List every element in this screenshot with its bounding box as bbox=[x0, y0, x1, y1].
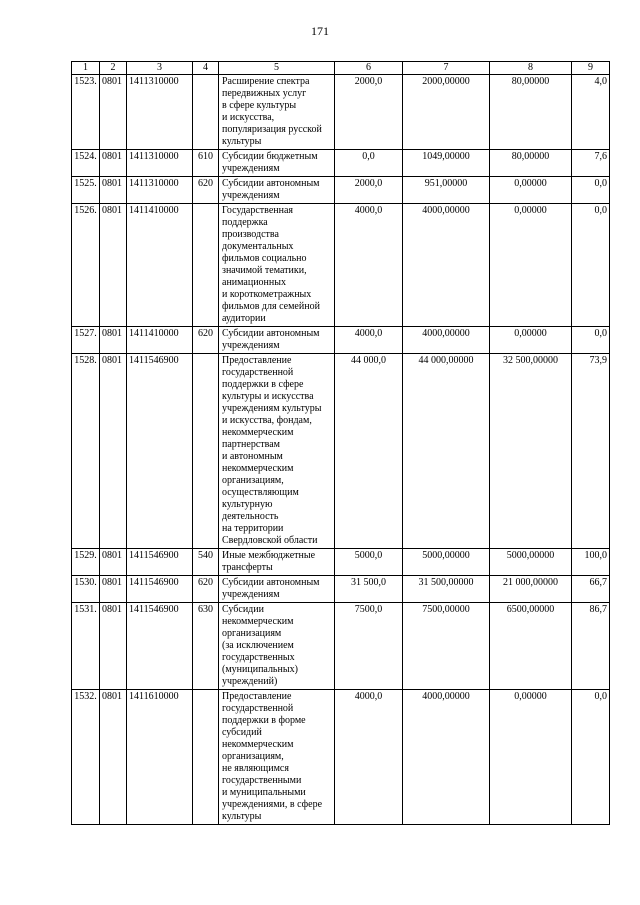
adjusted-amount-cell: 1049,00000 bbox=[403, 150, 490, 177]
page-number: 171 bbox=[311, 24, 329, 38]
section-code-cell: 0801 bbox=[100, 576, 127, 603]
section-code-cell: 0801 bbox=[100, 204, 127, 327]
executed-amount-cell: 0,00000 bbox=[490, 327, 572, 354]
item-name-line: Государственная bbox=[222, 205, 294, 216]
column-header-6: 6 bbox=[335, 62, 403, 75]
target-article-cell: 1411546900 bbox=[127, 603, 193, 690]
plan-amount-cell: 2000,0 bbox=[335, 177, 403, 204]
item-name-line: культурную bbox=[222, 499, 273, 510]
plan-amount-cell: 0,0 bbox=[335, 150, 403, 177]
item-name-cell bbox=[219, 204, 335, 327]
item-name-line: (за исключением bbox=[222, 640, 294, 651]
item-name-line: популяризация русской bbox=[222, 124, 322, 135]
expense-type-cell: 630 bbox=[193, 603, 219, 690]
item-name-line: Предоставление bbox=[222, 691, 292, 702]
percent-cell: 100,0 bbox=[572, 549, 610, 576]
adjusted-amount-cell: 2000,00000 bbox=[403, 75, 490, 150]
item-name-cell bbox=[219, 690, 335, 825]
executed-amount-cell: 0,00000 bbox=[490, 204, 572, 327]
item-name-line: и автономным bbox=[222, 451, 283, 462]
target-article-cell: 1411310000 bbox=[127, 177, 193, 204]
column-header-4: 4 bbox=[193, 62, 219, 75]
item-name-line: Свердловской области bbox=[222, 535, 318, 546]
item-name-line: и короткометражных bbox=[222, 289, 312, 300]
row-number-cell: 1527. bbox=[72, 327, 100, 354]
executed-amount-cell: 0,00000 bbox=[490, 690, 572, 825]
adjusted-amount-cell: 4000,00000 bbox=[403, 690, 490, 825]
item-name-line: деятельность bbox=[222, 511, 279, 522]
row-number-cell: 1524. bbox=[72, 150, 100, 177]
plan-amount-cell: 5000,0 bbox=[335, 549, 403, 576]
row-number-cell: 1523. bbox=[72, 75, 100, 150]
item-name-line: организациям, bbox=[222, 751, 284, 762]
budget-table bbox=[71, 61, 610, 825]
section-code-cell: 0801 bbox=[100, 75, 127, 150]
item-name-line: не являющимся bbox=[222, 763, 289, 774]
item-name-line: Субсидии автономным bbox=[222, 178, 320, 189]
target-article-cell: 1411310000 bbox=[127, 150, 193, 177]
adjusted-amount-cell: 4000,00000 bbox=[403, 204, 490, 327]
item-name-line: Субсидии автономным bbox=[222, 577, 320, 588]
item-name-cell bbox=[219, 576, 335, 603]
item-name-cell bbox=[219, 549, 335, 576]
adjusted-amount-cell: 44 000,00000 bbox=[403, 354, 490, 549]
item-name-line: Субсидии бюджетным bbox=[222, 151, 318, 162]
table-row bbox=[72, 150, 610, 177]
adjusted-amount-cell: 7500,00000 bbox=[403, 603, 490, 690]
expense-type-cell: 620 bbox=[193, 327, 219, 354]
table-row bbox=[72, 177, 610, 204]
table-row bbox=[72, 354, 610, 549]
item-name-line: в сфере культуры bbox=[222, 100, 297, 111]
item-name-line: учреждений) bbox=[222, 676, 278, 687]
column-header-9: 9 bbox=[572, 62, 610, 75]
expense-type-cell: 620 bbox=[193, 576, 219, 603]
target-article-cell: 1411610000 bbox=[127, 690, 193, 825]
section-code-cell: 0801 bbox=[100, 327, 127, 354]
item-name-line: государственной bbox=[222, 367, 294, 378]
item-name-line: культуры bbox=[222, 811, 262, 822]
row-number-cell: 1525. bbox=[72, 177, 100, 204]
item-name-line: поддержки в сфере bbox=[222, 379, 304, 390]
item-name-line: (муниципальных) bbox=[222, 664, 298, 675]
item-name-line: учреждениям bbox=[222, 163, 280, 174]
table-row bbox=[72, 576, 610, 603]
table-row bbox=[72, 75, 610, 150]
item-name-line: некоммерческим bbox=[222, 739, 294, 750]
executed-amount-cell: 80,00000 bbox=[490, 75, 572, 150]
percent-cell: 4,0 bbox=[572, 75, 610, 150]
expense-type-cell bbox=[193, 204, 219, 327]
item-name-line: некоммерческим bbox=[222, 463, 294, 474]
item-name-line: государственными bbox=[222, 775, 302, 786]
row-number-cell: 1529. bbox=[72, 549, 100, 576]
row-number-cell: 1526. bbox=[72, 204, 100, 327]
percent-cell: 86,7 bbox=[572, 603, 610, 690]
target-article-cell: 1411546900 bbox=[127, 576, 193, 603]
executed-amount-cell: 80,00000 bbox=[490, 150, 572, 177]
item-name-line: партнерствам bbox=[222, 439, 280, 450]
item-name-line: анимационных bbox=[222, 277, 286, 288]
column-header-5: 5 bbox=[219, 62, 335, 75]
adjusted-amount-cell: 5000,00000 bbox=[403, 549, 490, 576]
section-code-cell: 0801 bbox=[100, 603, 127, 690]
section-code-cell: 0801 bbox=[100, 549, 127, 576]
item-name-line: на территории bbox=[222, 523, 284, 534]
plan-amount-cell: 4000,0 bbox=[335, 327, 403, 354]
table-body bbox=[72, 75, 610, 825]
table-row bbox=[72, 690, 610, 825]
target-article-cell: 1411546900 bbox=[127, 549, 193, 576]
plan-amount-cell: 44 000,0 bbox=[335, 354, 403, 549]
section-code-cell: 0801 bbox=[100, 177, 127, 204]
item-name-line: фильмов социально bbox=[222, 253, 307, 264]
item-name-line: передвижных услуг bbox=[222, 88, 307, 99]
table-row bbox=[72, 603, 610, 690]
adjusted-amount-cell: 4000,00000 bbox=[403, 327, 490, 354]
adjusted-amount-cell: 31 500,00000 bbox=[403, 576, 490, 603]
item-name-line: культуры bbox=[222, 136, 262, 147]
percent-cell: 73,9 bbox=[572, 354, 610, 549]
item-name-line: Расширение спектра bbox=[222, 76, 310, 87]
executed-amount-cell: 21 000,00000 bbox=[490, 576, 572, 603]
item-name-line: учреждениям bbox=[222, 340, 280, 351]
item-name-line: Предоставление bbox=[222, 355, 292, 366]
plan-amount-cell: 4000,0 bbox=[335, 690, 403, 825]
item-name-line: учреждениями, в сфере bbox=[222, 799, 323, 810]
item-name-line: субсидий bbox=[222, 727, 262, 738]
percent-cell: 7,6 bbox=[572, 150, 610, 177]
expense-type-cell bbox=[193, 690, 219, 825]
section-code-cell: 0801 bbox=[100, 690, 127, 825]
percent-cell: 0,0 bbox=[572, 327, 610, 354]
row-number-cell: 1532. bbox=[72, 690, 100, 825]
table-row bbox=[72, 549, 610, 576]
item-name-line: осуществляющим bbox=[222, 487, 299, 498]
executed-amount-cell: 6500,00000 bbox=[490, 603, 572, 690]
item-name-line: документальных bbox=[222, 241, 294, 252]
plan-amount-cell: 7500,0 bbox=[335, 603, 403, 690]
percent-cell: 0,0 bbox=[572, 690, 610, 825]
item-name-line: организациям, bbox=[222, 475, 284, 486]
target-article-cell: 1411410000 bbox=[127, 327, 193, 354]
column-header-8: 8 bbox=[490, 62, 572, 75]
item-name-line: поддержки в форме bbox=[222, 715, 306, 726]
item-name-line: некоммерческим bbox=[222, 616, 294, 627]
target-article-cell: 1411410000 bbox=[127, 204, 193, 327]
row-number-cell: 1528. bbox=[72, 354, 100, 549]
item-name-line: поддержка bbox=[222, 217, 268, 228]
item-name-line: и искусства, фондам, bbox=[222, 415, 312, 426]
adjusted-amount-cell: 951,00000 bbox=[403, 177, 490, 204]
expense-type-cell: 610 bbox=[193, 150, 219, 177]
expense-type-cell: 620 bbox=[193, 177, 219, 204]
section-code-cell: 0801 bbox=[100, 354, 127, 549]
item-name-line: аудитории bbox=[222, 313, 266, 324]
percent-cell: 0,0 bbox=[572, 204, 610, 327]
item-name-cell bbox=[219, 354, 335, 549]
item-name-cell bbox=[219, 603, 335, 690]
item-name-line: фильмов для семейной bbox=[222, 301, 320, 312]
executed-amount-cell: 5000,00000 bbox=[490, 549, 572, 576]
item-name-line: трансферты bbox=[222, 562, 273, 573]
item-name-line: учреждениям bbox=[222, 190, 280, 201]
item-name-line: государственных bbox=[222, 652, 295, 663]
item-name-line: значимой тематики, bbox=[222, 265, 307, 276]
row-number-cell: 1530. bbox=[72, 576, 100, 603]
item-name-line: и искусства, bbox=[222, 112, 275, 123]
target-article-cell: 1411310000 bbox=[127, 75, 193, 150]
target-article-cell: 1411546900 bbox=[127, 354, 193, 549]
percent-cell: 66,7 bbox=[572, 576, 610, 603]
section-code-cell: 0801 bbox=[100, 150, 127, 177]
item-name-line: Иные межбюджетные bbox=[222, 550, 316, 561]
expense-type-cell bbox=[193, 354, 219, 549]
header-row bbox=[72, 62, 610, 75]
item-name-line: культуры и искусства bbox=[222, 391, 314, 402]
column-header-7: 7 bbox=[403, 62, 490, 75]
row-number-cell: 1531. bbox=[72, 603, 100, 690]
item-name-line: производства bbox=[222, 229, 279, 240]
plan-amount-cell: 4000,0 bbox=[335, 204, 403, 327]
plan-amount-cell: 31 500,0 bbox=[335, 576, 403, 603]
item-name-line: Субсидии bbox=[222, 604, 264, 615]
table-row bbox=[72, 204, 610, 327]
item-name-line: государственной bbox=[222, 703, 294, 714]
executed-amount-cell: 32 500,00000 bbox=[490, 354, 572, 549]
table-row bbox=[72, 327, 610, 354]
item-name-cell bbox=[219, 150, 335, 177]
column-header-3: 3 bbox=[127, 62, 193, 75]
item-name-cell bbox=[219, 327, 335, 354]
item-name-line: Субсидии автономным bbox=[222, 328, 320, 339]
expense-type-cell bbox=[193, 75, 219, 150]
plan-amount-cell: 2000,0 bbox=[335, 75, 403, 150]
item-name-cell bbox=[219, 177, 335, 204]
item-name-line: некоммерческим bbox=[222, 427, 294, 438]
column-header-1: 1 bbox=[72, 62, 100, 75]
percent-cell: 0,0 bbox=[572, 177, 610, 204]
item-name-line: учреждениям культуры bbox=[222, 403, 322, 414]
column-header-2: 2 bbox=[100, 62, 127, 75]
item-name-cell bbox=[219, 75, 335, 150]
item-name-line: организациям bbox=[222, 628, 282, 639]
item-name-line: учреждениям bbox=[222, 589, 280, 600]
item-name-line: и муниципальными bbox=[222, 787, 306, 798]
executed-amount-cell: 0,00000 bbox=[490, 177, 572, 204]
expense-type-cell: 540 bbox=[193, 549, 219, 576]
